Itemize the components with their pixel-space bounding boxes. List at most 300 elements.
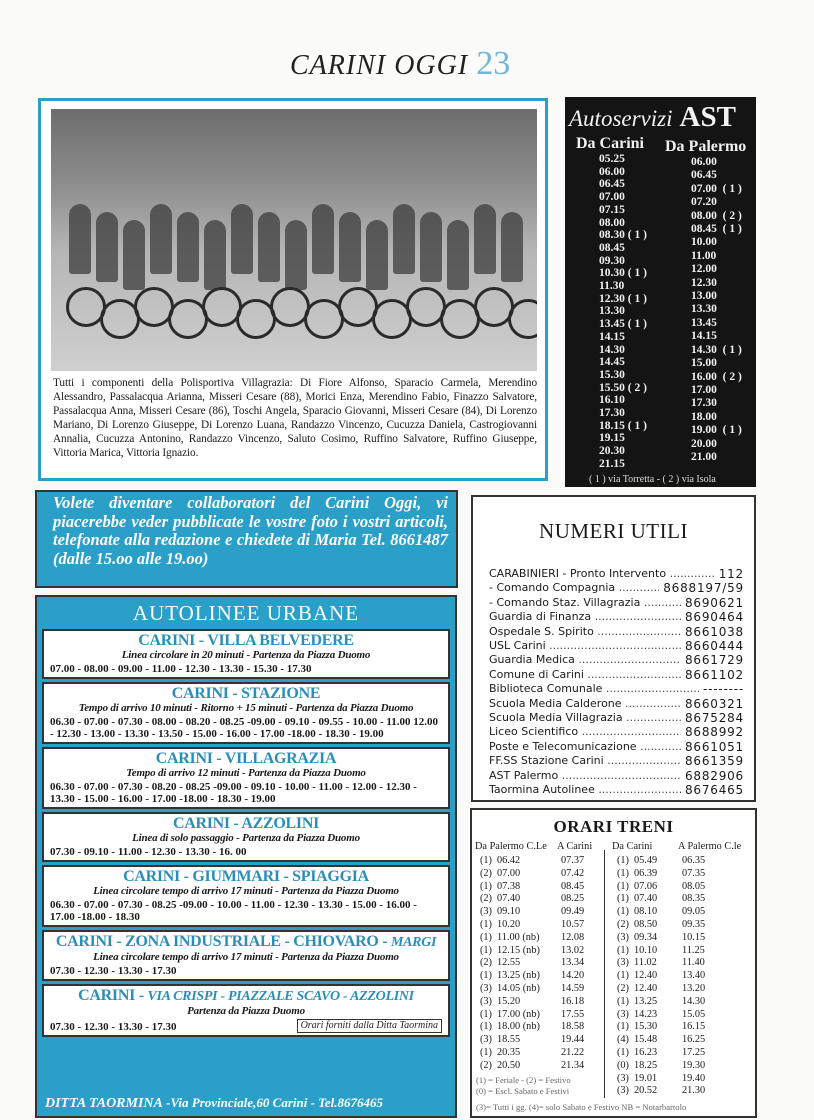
departure-time: 13.25 — [634, 995, 658, 1007]
route-name — [44, 868, 448, 885]
phone-number: 8661102 — [684, 667, 744, 682]
departure-time: 14.05 (nb) — [497, 982, 540, 994]
table-row — [612, 881, 741, 894]
train-type: (3) — [616, 1072, 629, 1084]
arrival-time: 08.45 — [561, 880, 585, 892]
bicycle-wheel-icon — [508, 299, 537, 339]
departure-time: 18.15 ( 1 ) — [599, 419, 647, 432]
route-name-italic: MARGI — [390, 935, 437, 950]
departure-time: 07.38 — [497, 880, 521, 892]
team-photo — [51, 109, 537, 371]
phone-entry — [489, 653, 744, 667]
phone-label: Guardia Medica ..... — [489, 653, 681, 667]
departure-time: 10.10 — [634, 944, 658, 956]
route-times-row — [44, 779, 448, 805]
departure-time: 21.15 — [599, 457, 625, 470]
child-figure — [150, 204, 172, 274]
departure-time: 09.30 — [599, 254, 625, 267]
arrival-time: 11.40 — [682, 957, 705, 969]
route-box — [42, 930, 450, 981]
phone-entry — [489, 668, 744, 682]
train-type: (1) — [479, 931, 492, 943]
phone-label: USL Carini ..... — [489, 639, 681, 653]
phone-label: Biblioteca Comunale ..... — [489, 682, 699, 696]
phone-label: Scuola Media Calderone ..... — [489, 697, 681, 711]
from-palermo-header: Da Palermo — [665, 138, 747, 155]
table-row — [475, 957, 592, 970]
route-name — [44, 987, 448, 1005]
table-row — [475, 932, 592, 945]
photo-article — [38, 98, 548, 481]
route-description: Linea circolare tempo di arrivo 17 minuti - Partenza da Piazza Duomo — [93, 885, 399, 897]
phone-number: 6882906 — [684, 768, 744, 783]
departure-time: 15.00 — [691, 357, 717, 370]
phone-number: -------- — [702, 682, 744, 697]
route-name — [44, 933, 448, 951]
departure-time: 15.48 — [634, 1034, 658, 1046]
departure-time: 14.30 ( 1 ) — [691, 343, 742, 356]
table-row — [612, 868, 741, 881]
phone-label: Poste e Telecomunicazione ..... — [489, 740, 681, 754]
legend-line: (1) = Feriale - (2) = Festivo — [476, 1075, 571, 1085]
departure-time: 15.20 — [497, 995, 521, 1007]
departure-time: 13.30 — [691, 303, 717, 316]
arrival-time: 18.58 — [561, 1021, 585, 1033]
arrival-time: 19.44 — [561, 1034, 585, 1046]
arrival-time: 07.42 — [561, 867, 585, 879]
departure-time: 12.30 ( 1 ) — [599, 292, 647, 305]
route-box — [42, 984, 450, 1037]
table-row — [612, 932, 741, 945]
phone-entry — [489, 783, 744, 797]
phone-number: 8690464 — [684, 610, 744, 625]
route-description: Linea di solo passaggio - Partenza da Piazza Duomo — [132, 832, 360, 844]
phone-entry — [489, 581, 744, 595]
phone-entry — [489, 754, 744, 768]
masthead — [290, 32, 530, 82]
child-figure — [96, 212, 118, 282]
phone-number: 8661038 — [684, 624, 744, 639]
phone-number: 8661729 — [684, 653, 744, 668]
departure-time: 05.49 — [634, 855, 658, 866]
credit-note: Orari forniti dalla Ditta Taormina — [297, 1019, 442, 1033]
ast-note: ( 1 ) via Torretta - ( 2 ) via Isola — [589, 474, 716, 485]
arrival-time: 14.20 — [561, 970, 585, 982]
arrival-time: 10.57 — [561, 918, 585, 930]
phone-label: CARABINIERI - Pronto Intervento ..... — [489, 567, 715, 581]
departure-time: 13.25 (nb) — [497, 970, 540, 982]
departure-time: 14.23 — [634, 1008, 658, 1020]
route-times-row — [44, 963, 448, 977]
phone-entry — [489, 639, 744, 653]
route-name-text: CARINI - VILLAGRAZIA — [155, 750, 337, 767]
autolinee-title: AUTOLINEE URBANE — [132, 601, 360, 625]
train-type: (3) — [616, 1085, 629, 1097]
route-box — [42, 812, 450, 862]
departure-time: 08.00 ( 2 ) — [691, 209, 742, 222]
arrival-time: 08.25 — [561, 893, 585, 905]
arrival-time: 17.55 — [561, 1008, 585, 1020]
departure-time: 12.40 — [634, 982, 658, 994]
departure-time: 15.30 — [634, 1021, 658, 1033]
child-figure — [474, 204, 496, 274]
phone-list — [489, 567, 744, 798]
newspaper-title: CARINI OGGI — [290, 50, 469, 81]
train-type: (3) — [479, 995, 492, 1007]
arrival-time: 09.49 — [561, 906, 585, 918]
departure-time: 08.00 — [599, 216, 625, 229]
table-row — [612, 1060, 741, 1073]
child-figure — [69, 204, 91, 274]
ast-title — [569, 101, 736, 138]
departure-time: 13.00 — [691, 290, 717, 303]
ditta-info: -Via Provinciale,60 Carini - Tel.8676465 — [162, 1095, 384, 1110]
child-figure — [123, 220, 145, 290]
phone-label: Comune di Carini ..... — [489, 668, 681, 682]
phone-label: - Comando Staz. Villagrazia ..... — [489, 596, 681, 610]
departure-time: 11.00 (nb) — [497, 931, 540, 943]
departure-time: 18.55 — [497, 1034, 521, 1046]
ast-title-b: AST — [679, 101, 736, 133]
departure-time: 13.45 — [691, 316, 717, 329]
route-description: Linea circolare tempo di arrivo 17 minuti - Partenza da Piazza Duomo — [93, 951, 399, 963]
route-times: 06.30 - 07.00 - 07.30 - 08.20 - 08.25 -09.00 - 09.10 - 10.00 - 11.00 - 12.00 - 12.30 - 13.30 - 15.00 - 16.00 - 17.00 -18.00 - 18.30 - 19.00 — [50, 781, 417, 805]
route-times: 07.30 - 12.30 - 13.30 - 17.30 — [50, 965, 177, 977]
train-type: (1) — [616, 893, 629, 905]
departure-time: 18.25 — [634, 1059, 658, 1071]
column-header: A Palermo C.le — [678, 841, 742, 852]
table-row — [475, 970, 592, 983]
train-type: (3) — [616, 1008, 629, 1020]
numeri-utili — [471, 495, 756, 802]
departure-time: 10.20 — [497, 918, 521, 930]
column-header: Da Carini — [612, 841, 653, 852]
table-row — [612, 1085, 741, 1098]
column-divider — [604, 850, 605, 1098]
palermo-carini-table — [475, 841, 592, 1073]
train-type: (1) — [616, 995, 629, 1007]
departure-time: 13.45 ( 1 ) — [599, 318, 647, 331]
arrival-time: 08.05 — [682, 880, 706, 892]
phone-entry — [489, 697, 744, 711]
departure-time: 06.00 — [691, 156, 717, 168]
departure-time: 20.52 — [634, 1085, 658, 1097]
departure-time: 14.15 — [691, 330, 717, 343]
arrival-time: 13.34 — [561, 957, 585, 969]
phone-entry — [489, 740, 744, 754]
departure-time: 07.00 — [497, 867, 521, 879]
departure-time: 07.06 — [634, 880, 658, 892]
departure-time: 07.15 — [599, 203, 625, 216]
train-type: (1) — [616, 880, 629, 892]
departure-time: 06.00 — [599, 165, 625, 178]
phone-entry — [489, 725, 744, 739]
arrival-time: 21.34 — [561, 1059, 585, 1071]
train-type: (2) — [616, 982, 629, 994]
table-row — [475, 855, 592, 868]
from-carini-header: Da Carini — [576, 135, 644, 152]
phone-entry — [489, 625, 744, 639]
table-header — [612, 841, 741, 855]
route-description: Linea circolare in 20 minuti - Partenza da Piazza Duomo — [121, 649, 371, 661]
departure-time: 18.00 — [691, 410, 717, 423]
route-name-text: CARINI - ZONA INDUSTRIALE - CHIOVARO - — [55, 933, 391, 950]
departure-time: 08.45 — [599, 241, 625, 254]
departure-time: 11.30 — [599, 280, 625, 293]
phone-number: 8660444 — [684, 639, 744, 654]
child-figure — [339, 212, 361, 282]
phone-label: - Comando Compagnia ..... — [489, 581, 659, 595]
phone-label: Scuola Media Villagrazia ..... — [489, 711, 681, 725]
phone-entry — [489, 769, 744, 783]
arrival-time: 12.08 — [561, 931, 585, 943]
arrival-time: 19.30 — [682, 1059, 706, 1071]
phone-label: Liceo Scientifico ..... — [489, 725, 681, 739]
arrival-time: 07.35 — [682, 867, 706, 879]
departure-time: 10.30 ( 1 ) — [599, 267, 647, 280]
route-times: 06.30 - 07.00 - 07.30 - 08.25 -09.00 - 10.00 - 11.00 - 12.30 - 13.30 - 15.00 - 16.00 - 17.00 -18.00 - 18.30 — [50, 899, 417, 923]
departure-time: 11.02 — [634, 957, 657, 969]
arrival-time: 10.15 — [682, 931, 706, 943]
departure-time: 06.45 — [691, 169, 717, 182]
phone-entry — [489, 567, 744, 581]
table-row — [475, 893, 592, 906]
phone-number: 8690621 — [684, 595, 744, 610]
route-name — [44, 815, 448, 832]
arrival-time: 13.20 — [682, 982, 706, 994]
arrival-time: 06.35 — [682, 855, 706, 866]
table-row — [475, 1021, 592, 1034]
train-type: (3) — [479, 1034, 492, 1046]
legend-line: (0) = Escl. Sabato e Festivi — [476, 1085, 570, 1096]
route-times: 07.30 - 12.30 - 13.30 - 17.30 — [50, 1021, 177, 1033]
departure-time: 08.50 — [634, 918, 658, 930]
route-description: Tempo di arrivo 10 minuti - Ritorno + 15 minuti - Partenza da Piazza Duomo — [78, 702, 414, 714]
ditta-taormina — [42, 1094, 450, 1113]
departure-time: 20.30 — [599, 445, 625, 458]
arrival-time: 21.30 — [682, 1085, 706, 1097]
train-type: (1) — [479, 855, 492, 866]
train-type: (2) — [616, 918, 629, 930]
route-name-text: CARINI - AZZOLINI — [172, 815, 320, 832]
train-type: (1) — [479, 1021, 492, 1033]
numeri-title: NUMERI UTILI — [539, 519, 688, 543]
table-row — [475, 906, 592, 919]
departure-time: 18.00 (nb) — [497, 1021, 540, 1033]
route-times-row — [44, 897, 448, 923]
phone-number: 8676465 — [684, 783, 744, 798]
table-row — [475, 996, 592, 1009]
arrival-time: 09.05 — [682, 906, 706, 918]
departure-time: 15.50 ( 2 ) — [599, 381, 647, 394]
table-row — [475, 868, 592, 881]
phone-label: FF.SS Stazione Carini ..... — [489, 754, 681, 768]
table-row — [612, 1047, 741, 1060]
departure-time: 20.00 — [691, 437, 717, 450]
route-box — [42, 865, 450, 927]
train-type: (3) — [479, 906, 492, 918]
arrival-time: 14.59 — [561, 982, 585, 994]
ditta-name: DITTA TAORMINA — [45, 1096, 163, 1111]
phone-label: Guardia di Finanza ..... — [489, 610, 681, 624]
table-row — [612, 1009, 741, 1022]
phone-label: Ospedale S. Spirito ..... — [489, 625, 681, 639]
train-type: (2) — [479, 867, 492, 879]
phone-number: 8688197/59 — [663, 581, 744, 596]
table-row — [612, 855, 741, 868]
phone-entry — [489, 610, 744, 624]
ast-title-a: Autoservizi — [569, 106, 673, 131]
route-times-row — [44, 1017, 448, 1033]
departure-time: 15.30 — [599, 368, 625, 381]
train-type: (1) — [616, 944, 629, 956]
child-figure — [366, 220, 388, 290]
departure-time: 06.45 — [599, 178, 625, 191]
route-description: Tempo di arrivo 12 minuti - Partenza da Piazza Duomo — [126, 767, 366, 779]
table-row — [475, 983, 592, 996]
arrival-time: 15.05 — [682, 1008, 706, 1020]
arrival-time: 16.15 — [682, 1021, 706, 1033]
phone-number: 8688992 — [684, 725, 744, 740]
child-figure — [258, 212, 280, 282]
treni-legend — [476, 1075, 602, 1096]
phone-entry — [489, 682, 744, 696]
train-type: (2) — [479, 957, 492, 969]
arrival-time: 16.25 — [682, 1034, 706, 1046]
table-row — [475, 1060, 592, 1073]
arrival-time: 21.22 — [561, 1046, 585, 1058]
departure-time: 07.00 — [599, 191, 625, 204]
table-row — [475, 945, 592, 958]
table-row — [612, 1073, 741, 1086]
departure-time: 19.01 — [634, 1072, 658, 1084]
departure-time: 14.15 — [599, 330, 625, 343]
departure-time: 12.15 (nb) — [497, 944, 540, 956]
departure-time: 20.50 — [497, 1059, 521, 1071]
route-times-row — [44, 844, 448, 858]
departure-time: 17.30 — [691, 397, 717, 410]
arrival-time: 13.02 — [561, 944, 585, 956]
route-times-row — [44, 661, 448, 675]
child-figure — [420, 212, 442, 282]
departure-time: 07.40 — [497, 893, 521, 905]
phone-entry — [489, 596, 744, 610]
phone-entry — [489, 711, 744, 725]
child-figure — [177, 212, 199, 282]
route-box — [42, 747, 450, 809]
table-row — [475, 881, 592, 894]
route-times: 06.30 - 07.00 - 07.30 - 08.00 - 08.20 - 08.25 -09.00 - 09.10 - 09.55 - 10.00 - 11.00 12.00 - 12.30 - 13.00 - 13.30 - 13.50 - 15.00 - 16.00 - 17.00 -18.00 - 18.30 - 19.00 — [50, 716, 439, 740]
train-type: (3) — [479, 982, 492, 994]
child-figure — [204, 220, 226, 290]
train-type: (1) — [479, 1046, 492, 1058]
phone-number: 112 — [718, 567, 744, 581]
departure-time: 09.34 — [634, 931, 658, 943]
from-palermo-times — [691, 156, 742, 464]
route-name-text: CARINI - — [78, 987, 148, 1004]
arrival-time: 13.40 — [682, 970, 706, 982]
phone-number: 8660321 — [684, 696, 744, 711]
route-box — [42, 682, 450, 744]
departure-time: 17.00 — [691, 383, 717, 396]
table-row — [612, 1034, 741, 1047]
arrival-time: 08.35 — [682, 893, 706, 905]
table-row — [612, 945, 741, 958]
ast-timetable — [565, 97, 756, 487]
table-row — [612, 906, 741, 919]
departure-time: 08.45 ( 1 ) — [691, 223, 742, 236]
departure-time: 12.40 — [634, 970, 658, 982]
departure-time: 07.00 ( 1 ) — [691, 182, 742, 195]
departure-time: 17.00 (nb) — [497, 1008, 540, 1020]
departure-time: 20.35 — [497, 1046, 521, 1058]
table-row — [612, 1021, 741, 1034]
arrival-time: 07.37 — [561, 855, 585, 866]
departure-time: 12.55 — [497, 957, 521, 969]
route-times-row — [44, 714, 448, 740]
departure-time: 08.30 ( 1 ) — [599, 229, 647, 242]
column-header: Da Palermo C.Le — [475, 841, 547, 852]
table-row — [475, 919, 592, 932]
route-list — [42, 629, 450, 1037]
route-name-text: CARINI - STAZIONE — [171, 685, 321, 702]
arrival-time: 17.25 — [682, 1046, 706, 1058]
train-type: (1) — [616, 855, 629, 866]
route-name — [44, 632, 448, 649]
train-type: (0) — [616, 1059, 629, 1071]
route-name-text: CARINI - VILLA BELVEDERE — [138, 632, 354, 649]
route-times: 07.00 - 08.00 - 09.00 - 11.00 - 12.30 - 13.30 - 15.30 - 17.30 — [50, 663, 312, 675]
departure-time: 13.30 — [599, 305, 625, 318]
table-row — [475, 1034, 592, 1047]
phone-label: AST Palermo ..... — [489, 769, 681, 783]
legend-line: (3)= Tutti i gg. (4)= solo Sabato e Festivo NB = Notarbartolo — [476, 1102, 687, 1112]
column-header: A Carini — [557, 841, 593, 852]
table-row — [612, 970, 741, 983]
child-figure — [231, 204, 253, 274]
route-name — [44, 685, 448, 702]
child-figure — [447, 220, 469, 290]
train-type: (3) — [616, 957, 629, 969]
departure-time: 12.30 — [691, 276, 717, 289]
arrival-time: 14.30 — [682, 995, 706, 1007]
train-type: (2) — [479, 1059, 492, 1071]
phone-number: 8675284 — [684, 711, 744, 726]
table-row — [475, 1047, 592, 1060]
train-type: (4) — [616, 1034, 629, 1046]
departure-time: 19.15 — [599, 432, 625, 445]
departure-time: 06.39 — [634, 867, 658, 879]
route-box — [42, 629, 450, 679]
departure-time: 11.00 — [691, 249, 717, 262]
table-row — [475, 1009, 592, 1022]
train-type: (1) — [616, 867, 629, 879]
carini-palermo-table — [612, 841, 741, 1098]
child-figure — [501, 212, 523, 282]
departure-time: 21.00 — [691, 450, 717, 463]
departure-time: 17.30 — [599, 407, 625, 420]
train-type: (1) — [479, 970, 492, 982]
train-type: (1) — [479, 880, 492, 892]
departure-time: 07.20 — [691, 196, 717, 209]
arrival-time: 16.18 — [561, 995, 585, 1007]
departure-time: 14.30 — [599, 343, 625, 356]
departure-time: 05.25 — [599, 153, 625, 165]
table-header — [475, 841, 592, 855]
child-figure — [285, 220, 307, 290]
departure-time: 16.10 — [599, 394, 625, 407]
collaborators-ad: Volete diventare collaboratori del Carini Oggi, vi piacerebbe veder pubblicate le vostre foto i vostri articoli, telefonate alla redazione e chiedete di Maria Tel. 8661487 (dalle 15.oo alle 19.oo) — [35, 490, 458, 588]
